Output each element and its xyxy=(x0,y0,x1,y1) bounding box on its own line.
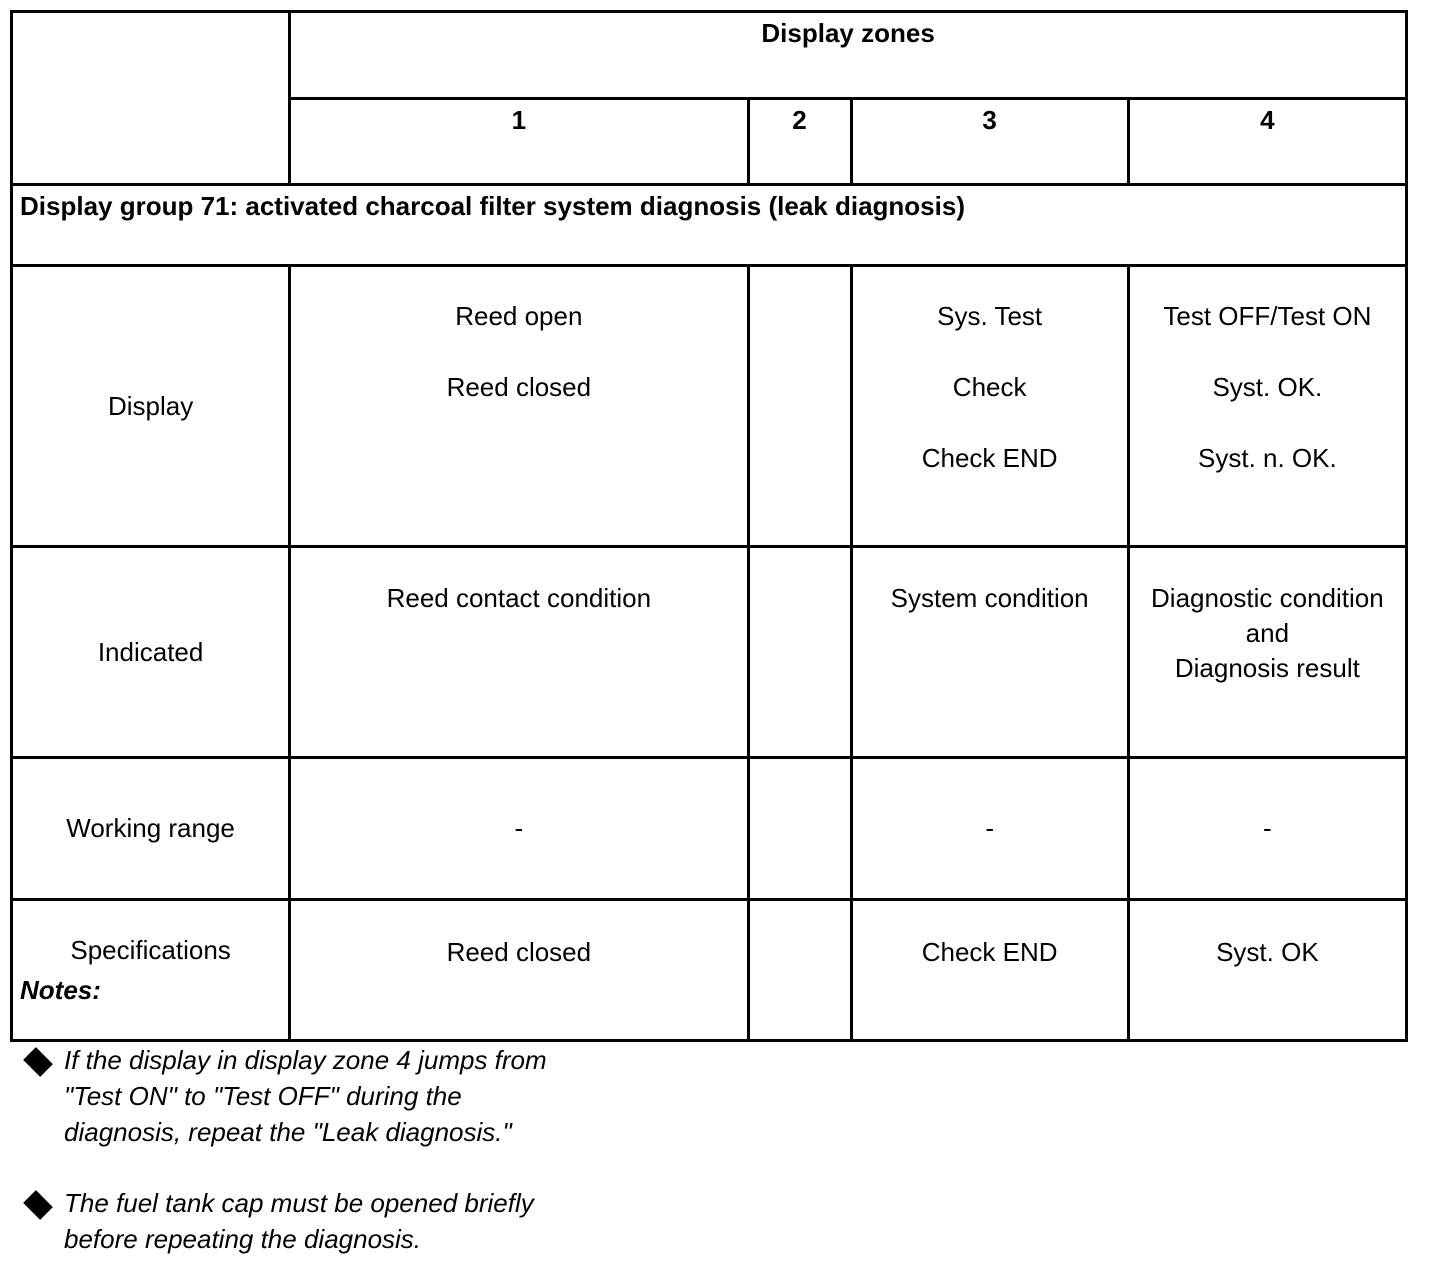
indicated-zone-3-cell xyxy=(851,547,1128,758)
diamond-bullet-icon xyxy=(23,1190,53,1220)
specifications-zone-3: Check END xyxy=(851,900,1128,1041)
zone-4-header: 4 xyxy=(1128,99,1406,185)
zone-3-header: 3 xyxy=(851,99,1128,185)
display-zone-1-value: Reed closed xyxy=(446,372,592,402)
display-zone-1-cell xyxy=(290,266,748,547)
diamond-bullet-icon xyxy=(23,1047,53,1077)
display-zone-2-cell xyxy=(748,266,851,547)
working-range-zone-2 xyxy=(748,758,851,900)
indicated-zone-3-value: System condition xyxy=(890,583,1089,613)
working-range-zone-4: - xyxy=(1128,758,1406,900)
specifications-zone-1: Reed closed xyxy=(290,900,748,1041)
specifications-zone-2 xyxy=(748,900,851,1041)
display-zone-3-cell xyxy=(851,266,1128,547)
note-line: diagnosis, repeat the "Leak diagnosis." xyxy=(64,1117,512,1147)
display-zone-3-value: Sys. Test xyxy=(937,301,1043,331)
indicated-zone-4-value: Diagnostic condition xyxy=(1151,583,1384,613)
indicated-zone-1-cell xyxy=(290,547,748,758)
zone-1-header: 1 xyxy=(290,99,748,185)
note-text xyxy=(64,1185,604,1257)
display-zone-4-value: Test OFF/Test ON xyxy=(1163,301,1372,331)
zone-2-header: 2 xyxy=(748,99,851,185)
display-zone-3-value: Check END xyxy=(921,443,1058,473)
row-label-display: Display xyxy=(12,266,290,547)
table-row-working-range xyxy=(12,758,1407,900)
display-zone-4-value: Syst. n. OK. xyxy=(1198,443,1337,473)
indicated-zone-4-value: and xyxy=(1245,618,1290,648)
row-label-working-range: Working range xyxy=(12,758,290,900)
display-zone-1-value: Reed open xyxy=(455,301,583,331)
indicated-zone-1-value: Reed contact condition xyxy=(386,583,652,613)
indicated-zone-2-cell xyxy=(748,547,851,758)
display-group-table xyxy=(10,10,1408,1042)
row-label-specifications: Specifications xyxy=(12,900,290,1041)
specifications-zone-4: Syst. OK xyxy=(1128,900,1406,1041)
table-row-indicated xyxy=(12,547,1407,758)
display-zones-header: Display zones xyxy=(290,12,1407,99)
row-label-indicated: Indicated xyxy=(12,547,290,758)
corner-empty-cell xyxy=(12,12,290,185)
working-range-zone-1: - xyxy=(290,758,748,900)
table-row-specifications xyxy=(12,900,1407,1041)
display-zone-4-value: Syst. OK. xyxy=(1212,372,1323,402)
display-zone-4-cell xyxy=(1128,266,1406,547)
note-text xyxy=(64,1042,604,1150)
indicated-zone-4-cell xyxy=(1128,547,1406,758)
note-line: "Test ON" to "Test OFF" during the xyxy=(64,1081,462,1111)
notes-title: Notes: xyxy=(20,975,101,1005)
display-zone-3-value: Check xyxy=(952,372,1027,402)
indicated-zone-4-value: Diagnosis result xyxy=(1174,653,1360,683)
table-row-display xyxy=(12,266,1407,547)
note-line: The fuel tank cap must be opened briefly xyxy=(64,1188,534,1218)
group-title: Display group 71: activated charcoal filter system diagnosis (leak diagnosis) xyxy=(12,185,1407,266)
note-line: If the display in display zone 4 jumps from xyxy=(64,1045,547,1075)
note-line: before repeating the diagnosis. xyxy=(64,1224,422,1254)
working-range-zone-3: - xyxy=(851,758,1128,900)
